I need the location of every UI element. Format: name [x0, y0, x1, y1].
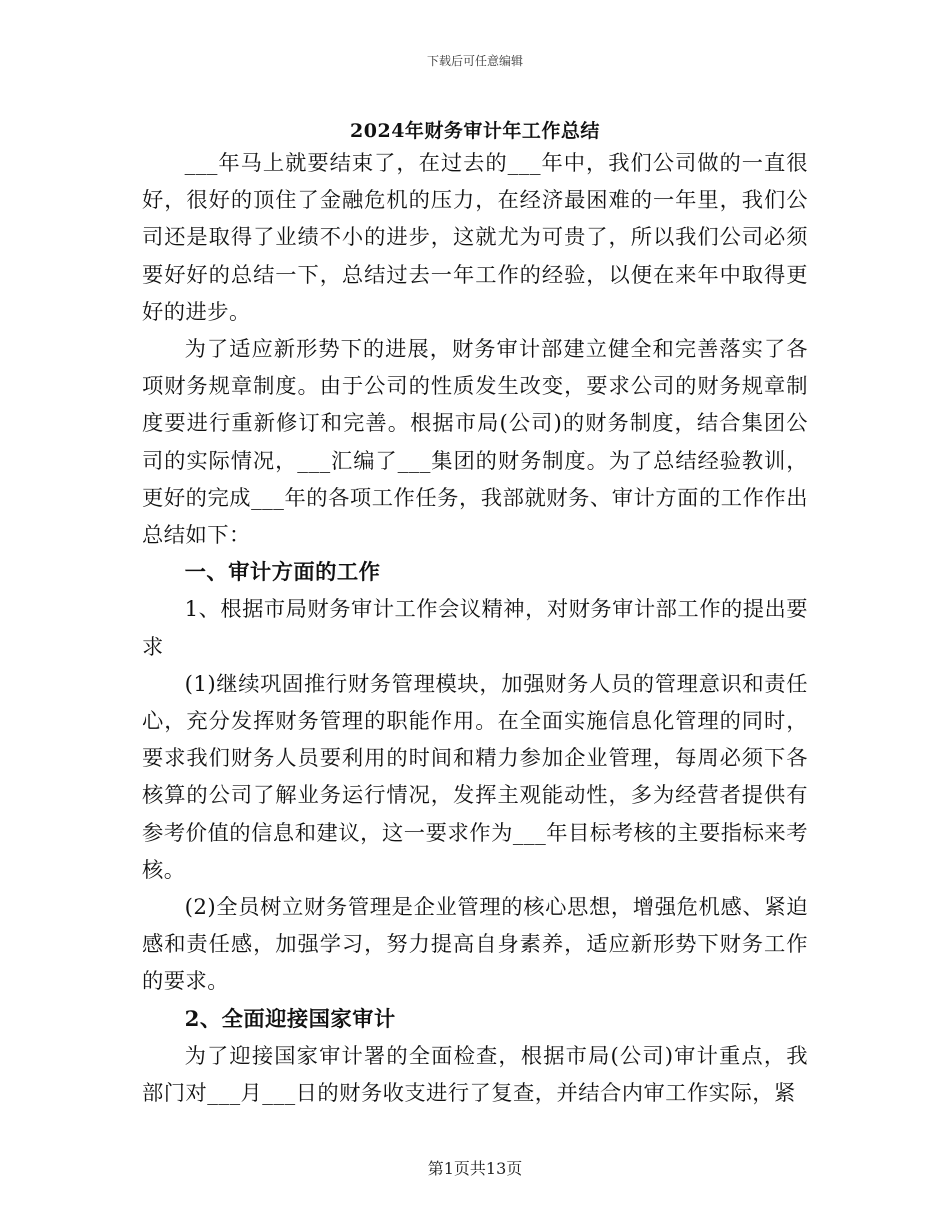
- page-header-note: 下载后可任意编辑: [426, 54, 523, 68]
- page-number: 第1页共13页: [427, 1159, 523, 1178]
- paragraph: 为了迎接国家审计署的全面检查，根据市局(公司)审计重点，我部门对___月___日的财务收支进行了复查，并结合内审工作实际，紧: [142, 1043, 808, 1107]
- paragraph: (2)全员树立财务管理是企业管理的核心思想，增强危机感、紧迫感和责任感，加强学习，努力提高自身素养，适应新形势下财务工作的要求。: [142, 895, 808, 995]
- document-title: 2024年财务审计年工作总结: [350, 120, 600, 142]
- paragraph: 为了适应新形势下的进展，财务审计部建立健全和完善落实了各项财务规章制度。由于公司的性质发生改变，要求公司的财务规章制度要进行重新修订和完善。根据市局(公司)的财务制度，结合集团公司的实际情况，___汇编了___集团的财务制度。为了总结经验教训，更好的完成___年的各项工作任务，我部就财务、审计方面的工作作出总结如下：: [142, 337, 808, 549]
- section-heading: 2、全面迎接国家审计: [184, 1006, 396, 1032]
- paragraph: (1)继续巩固推行财务管理模块，加强财务人员的管理意识和责任心，充分发挥财务管理的职能作用。在全面实施信息化管理的同时，要求我们财务人员要利用的时间和精力参加企业管理，每周必须下各核算的公司了解业务运行情况，发挥主观能动性，多为经营者提供有参考价值的信息和建议，这一要求作为___年目标考核的主要指标来考核。: [142, 671, 808, 883]
- section-heading: 一、审计方面的工作: [184, 560, 381, 586]
- paragraph: 1、根据市局财务审计工作会议精神，对财务审计部工作的提出要求: [142, 597, 808, 660]
- paragraph: ___年马上就要结束了，在过去的___年中，我们公司做的一直很好，很好的顶住了金融危机的压力，在经济最困难的一年里，我们公司还是取得了业绩不小的进步，这就尤为可贵了，所以我们公司必须要好好的总结一下，总结过去一年工作的经验，以便在来年中取得更好的进步。: [142, 151, 808, 325]
- document-body: [142, 145, 808, 1112]
